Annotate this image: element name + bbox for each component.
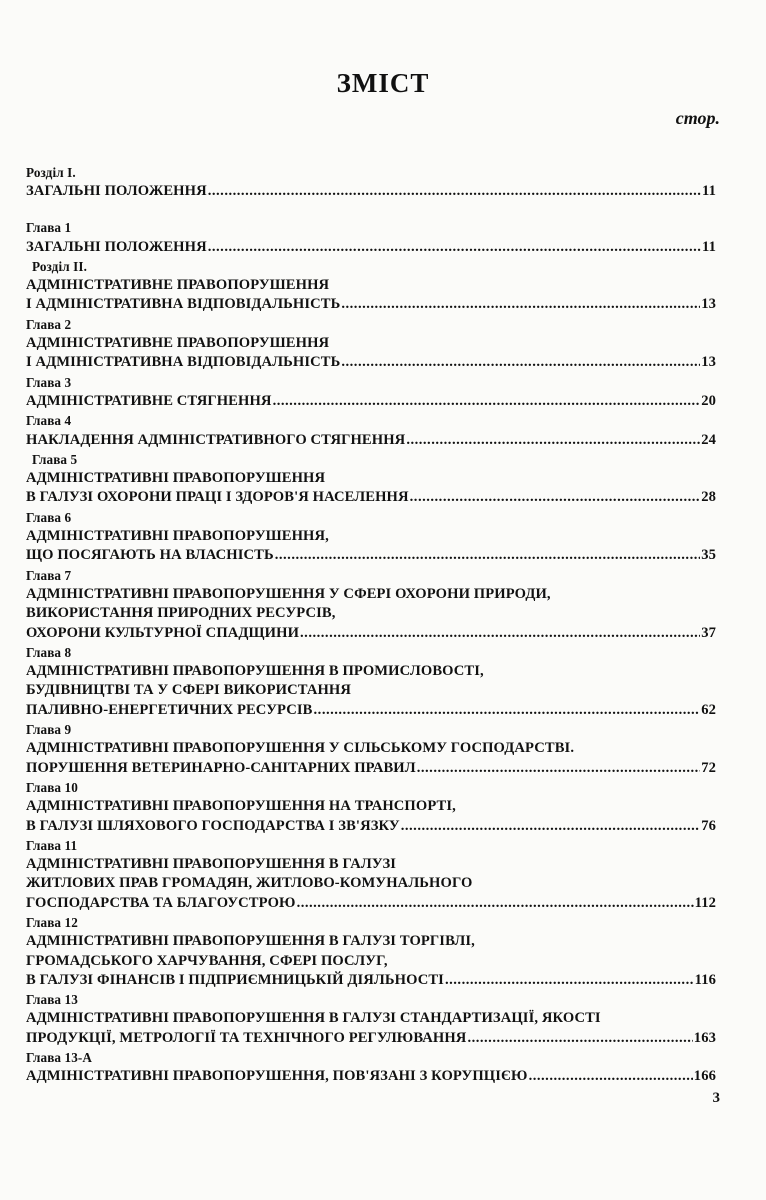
toc-section-heading: Глава 10 <box>26 779 78 795</box>
toc-entry-title: ПАЛИВНО-ЕНЕРГЕТИЧНИХ РЕСУРСІВ <box>26 701 313 718</box>
toc-entry-page: 20 <box>701 392 716 409</box>
toc-title-line: АДМІНІСТРАТИВНІ ПРАВОПОРУШЕННЯ В ПРОМИСЛОВОСТІ, <box>26 663 484 680</box>
toc-entry[interactable] <box>26 392 716 411</box>
dot-leader <box>208 238 701 257</box>
toc-entry[interactable] <box>26 894 716 913</box>
dot-leader <box>341 353 700 372</box>
toc-title-line: АДМІНІСТРАТИВНІ ПРАВОПОРУШЕННЯ В ГАЛУЗІ ТОРГІВЛІ, <box>26 933 475 950</box>
toc-title-line: АДМІНІСТРАТИВНЕ ПРАВОПОРУШЕННЯ <box>26 335 330 352</box>
toc-entry-page: 163 <box>693 1029 716 1046</box>
dot-leader <box>445 971 694 990</box>
toc-title-line: ГРОМАДСЬКОГО ХАРЧУВАННЯ, СФЕРІ ПОСЛУГ, <box>26 952 388 969</box>
toc-entry-title: ПОРУШЕННЯ ВЕТЕРИНАРНО-САНІТАРНИХ ПРАВИЛ <box>26 759 416 776</box>
toc-entry-title: ЗАГАЛЬНІ ПОЛОЖЕННЯ <box>26 238 207 255</box>
dot-leader <box>273 392 701 411</box>
toc-entry-title: В ГАЛУЗІ ФІНАНСІВ І ПІДПРИЄМНИЦЬКІЙ ДІЯЛЬНОСТІ <box>26 971 444 988</box>
toc-entry-title: ЩО ПОСЯГАЮТЬ НА ВЛАСНІСТЬ <box>26 547 274 564</box>
toc-entry-title: І АДМІНІСТРАТИВНА ВІДПОВІДАЛЬНІСТЬ <box>26 354 341 371</box>
toc-section-heading: Глава 6 <box>26 509 72 525</box>
toc-section-heading: Розділ І. <box>26 165 76 180</box>
toc-entry-page: 76 <box>701 817 716 834</box>
toc-entry-title: В ГАЛУЗІ ШЛЯХОВОГО ГОСПОДАРСТВА І ЗВ'ЯЗКУ <box>26 817 400 834</box>
toc-entry-page: 13 <box>701 296 716 313</box>
toc-entry-title: НАКЛАДЕННЯ АДМІНІСТРАТИВНОГО СТЯГНЕННЯ <box>26 431 406 448</box>
toc-entry[interactable] <box>26 488 716 507</box>
toc-section-heading-text: Глава 1 <box>26 220 72 236</box>
toc-entry-page: 11 <box>702 183 716 200</box>
toc-title-line: АДМІНІСТРАТИВНІ ПРАВОПОРУШЕННЯ, <box>26 528 329 545</box>
dot-leader <box>297 894 694 913</box>
dot-leader <box>417 759 700 778</box>
toc-entry[interactable] <box>26 431 716 450</box>
toc-entry[interactable] <box>26 624 716 643</box>
toc-entry-title: ПРОДУКЦІЇ, МЕТРОЛОГІЇ ТА ТЕХНІЧНОГО РЕГУЛЮВАННЯ <box>26 1029 467 1046</box>
page-title: ЗМІСТ <box>336 68 430 98</box>
toc-entry[interactable] <box>26 1029 716 1048</box>
dot-leader <box>275 546 700 565</box>
toc-section-heading: Глава 9 <box>26 722 72 738</box>
dot-leader <box>341 295 700 314</box>
toc-section-heading: Глава 5 <box>32 451 78 467</box>
toc-entry-title: АДМІНІСТРАТИВНІ ПРАВОПОРУШЕННЯ, ПОВ'ЯЗАНІ З КОРУПЦІЄЮ <box>26 1068 528 1085</box>
toc-entry[interactable] <box>26 701 716 720</box>
toc-entry[interactable] <box>26 182 716 201</box>
dot-leader <box>529 1067 693 1086</box>
toc-title-line: АДМІНІСТРАТИВНІ ПРАВОПОРУШЕННЯ <box>26 470 326 487</box>
toc-section-heading: Глава 4 <box>26 413 72 429</box>
dot-leader <box>314 701 701 720</box>
dot-leader <box>401 817 700 836</box>
toc-entry-page: 24 <box>701 431 716 448</box>
toc-entry[interactable] <box>26 817 716 836</box>
toc-entry-page: 35 <box>701 547 716 564</box>
toc-title-line: ВИКОРИСТАННЯ ПРИРОДНИХ РЕСУРСІВ, <box>26 605 336 622</box>
toc-entry[interactable] <box>26 971 716 990</box>
toc-entry[interactable] <box>26 353 716 372</box>
toc-section-heading: Глава 13-А <box>26 1050 93 1066</box>
toc-entry[interactable] <box>26 295 716 314</box>
toc-title-line: АДМІНІСТРАТИВНІ ПРАВОПОРУШЕННЯ НА ТРАНСПОРТІ, <box>26 798 456 815</box>
toc-entry-title: І АДМІНІСТРАТИВНА ВІДПОВІДАЛЬНІСТЬ <box>26 296 341 313</box>
toc-title-line: АДМІНІСТРАТИВНІ ПРАВОПОРУШЕННЯ У СФЕРІ ОХОРОНИ ПРИРОДИ, <box>26 585 551 602</box>
toc-entry[interactable] <box>26 546 716 565</box>
toc-section-heading: Розділ ІІ. <box>32 258 87 274</box>
page-number: 3 <box>712 1090 720 1106</box>
toc-entry-page: 116 <box>694 971 716 988</box>
toc-entry-title: АДМІНІСТРАТИВНЕ СТЯГНЕННЯ <box>26 392 272 409</box>
toc-entry-page: 37 <box>701 624 716 641</box>
toc-title-line: АДМІНІСТРАТИВНЕ ПРАВОПОРУШЕННЯ <box>26 277 330 294</box>
dot-leader <box>410 488 701 507</box>
toc-entry-page: 11 <box>702 238 716 255</box>
dot-leader <box>467 1029 692 1048</box>
dot-leader <box>300 624 700 643</box>
dot-leader <box>208 182 701 201</box>
toc-entry-page: 28 <box>701 489 716 506</box>
table-of-contents <box>26 163 716 1087</box>
toc-section-heading: Глава 13 <box>26 992 78 1008</box>
toc-section-heading: Глава 12 <box>26 914 78 930</box>
toc-title-line: АДМІНІСТРАТИВНІ ПРАВОПОРУШЕННЯ В ГАЛУЗІ <box>26 856 397 873</box>
toc-section-heading <box>26 202 716 238</box>
toc-section-heading: Глава 2 <box>26 316 72 332</box>
toc-title-line: АДМІНІСТРАТИВНІ ПРАВОПОРУШЕННЯ У СІЛЬСЬКОМУ ГОСПОДАРСТВІ. <box>26 740 575 757</box>
toc-entry[interactable] <box>26 238 716 257</box>
toc-entry-page: 72 <box>701 759 716 776</box>
toc-section-heading: Глава 8 <box>26 644 72 660</box>
dot-leader <box>406 431 700 450</box>
toc-section-heading: Глава 3 <box>26 374 72 390</box>
toc-title-line: АДМІНІСТРАТИВНІ ПРАВОПОРУШЕННЯ В ГАЛУЗІ СТАНДАРТИЗАЦІЇ, ЯКОСТІ <box>26 1010 601 1027</box>
toc-entry-title: ГОСПОДАРСТВА ТА БЛАГОУСТРОЮ <box>26 894 296 911</box>
toc-title-line: БУДІВНИЦТВІ ТА У СФЕРІ ВИКОРИСТАННЯ <box>26 682 352 699</box>
toc-entry[interactable] <box>26 1067 716 1086</box>
toc-entry-page: 112 <box>694 894 716 911</box>
toc-title-line: ЖИТЛОВИХ ПРАВ ГРОМАДЯН, ЖИТЛОВО-КОМУНАЛЬНОГО <box>26 875 473 892</box>
toc-section-heading: Глава 7 <box>26 567 72 583</box>
toc-entry-title: ОХОРОНИ КУЛЬТУРНОЇ СПАДЩИНИ <box>26 624 300 641</box>
toc-entry-page: 13 <box>701 354 716 371</box>
toc-entry-page: 62 <box>701 701 716 718</box>
toc-entry-title: ЗАГАЛЬНІ ПОЛОЖЕННЯ <box>26 183 207 200</box>
toc-section-heading: Глава 11 <box>26 837 78 853</box>
toc-entry[interactable] <box>26 759 716 778</box>
page-column-header: стор. <box>675 108 720 128</box>
toc-entry-title: В ГАЛУЗІ ОХОРОНИ ПРАЦІ І ЗДОРОВ'Я НАСЕЛЕННЯ <box>26 489 409 506</box>
toc-entry-page: 166 <box>693 1068 716 1085</box>
